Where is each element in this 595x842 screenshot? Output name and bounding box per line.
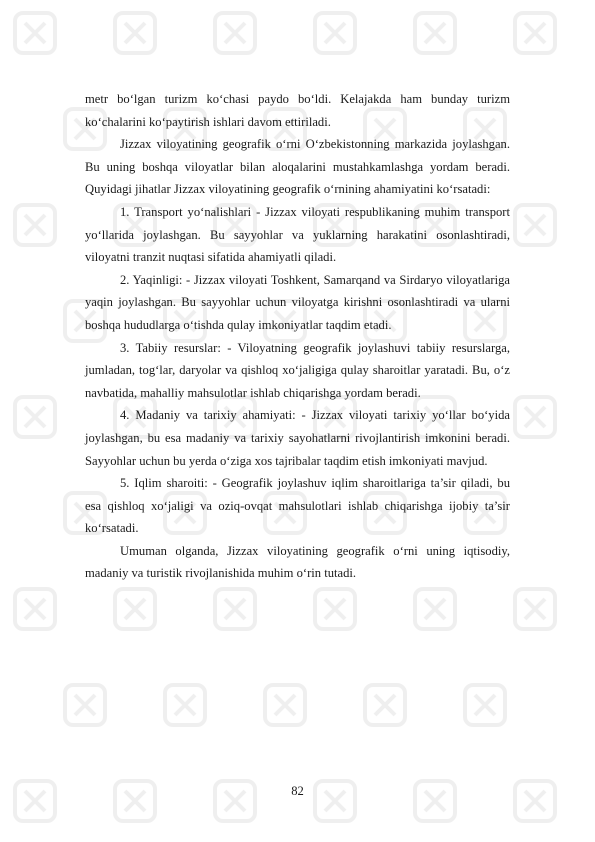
watermark-mark-icon [162, 682, 208, 728]
watermark-mark-icon [112, 10, 158, 56]
watermark-mark-icon [12, 10, 58, 56]
watermark-mark-icon [512, 394, 558, 440]
watermark-mark-icon [12, 586, 58, 632]
watermark-mark-icon [412, 10, 458, 56]
watermark-mark-icon [62, 682, 108, 728]
watermark-mark-icon [212, 10, 258, 56]
list-item-cultural-significance: 4. Madaniy va tarixiy ahamiyati: - Jizzax viloyati tarixiy yo‘llar bo‘yida joylashgan, bu esa madaniy va tarixiy sayohatlarni rivojlantirish imkonini beradi. Sayyohlar uchun bu yerda o‘ziga xos tajribalar taqdim etish imkoniyati mavjud. [85, 408, 510, 468]
watermark-mark-icon [512, 10, 558, 56]
watermark-mark-icon [512, 202, 558, 248]
watermark-mark-icon [262, 682, 308, 728]
paragraph-continuation: metr bo‘lgan turizm ko‘chasi paydo bo‘ldi. Kelajakda ham bunday turizm ko‘chalarini ko‘paytirish ishlari davom ettiriladi. [85, 92, 510, 129]
list-item-transport: 1. Transport yo‘nalishlari - Jizzax viloyati respublikaning muhim transport yo‘llarida joylashgan. Bu sayyohlar va yuklarning harakatini osonlashtiradi, viloyatni tranzit nuqtasi sifatida ahamiyatli qiladi. [85, 204, 510, 265]
list-item-climate: 5. Iqlim sharoiti: - Geografik joylashuv iqlim sharoitlariga ta’sir qiladi, bu esa qishloq xo‘jaligi va oziq-ovqat mahsulotlari ishlab chiqarishga ijobiy ta’sir ko‘rsatadi. [85, 476, 510, 536]
watermark-mark-icon [212, 586, 258, 632]
page-number: 82 [291, 784, 304, 798]
watermark-mark-icon [412, 586, 458, 632]
paragraph-conclusion: Umuman olganda, Jizzax viloyatining geografik o‘rni uning iqtisodiy, madaniy va turistik rivojlanishida muhim o‘rin tutadi. [85, 543, 510, 581]
watermark-mark-icon [12, 394, 58, 440]
paragraph-intro: Jizzax viloyatining geografik o‘rni O‘zbekistonning markazida joylashgan. Bu uning boshqa viloyatlar bilan aloqalarini mustahkamlashga yordam beradi. Quyidagi jihatlar Jizzax viloyatining geografik o‘rnining ahamiyatini ko‘rsatadi: [85, 137, 510, 197]
watermark-mark-icon [112, 586, 158, 632]
watermark-mark-icon [362, 682, 408, 728]
list-item-proximity: 2. Yaqinligi: - Jizzax viloyati Toshkent, Samarqand va Sirdaryo viloyatlariga yaqin joylashgan. Bu sayyohlar uchun viloyatga kirishni osonlashtiradi va ularni boshqa hududlarga o‘tishda qulay imkoniyatlar taqdim etadi. [85, 272, 510, 332]
document-body [85, 88, 510, 585]
watermark-mark-icon [312, 10, 358, 56]
watermark-mark-icon [312, 586, 358, 632]
watermark-mark-icon [512, 586, 558, 632]
watermark-mark-icon [12, 202, 58, 248]
watermark-mark-icon [462, 682, 508, 728]
list-item-natural-resources: 3. Tabiiy resurslar: - Viloyatning geografik joylashuvi tabiiy resurslarga, jumladan, tog‘lar, daryolar va qishloq xo‘jaligiga qulay sharoitlar yaratadi. Bu, o‘z navbatida, mahalliy mahsulotlar ishlab chiqarishga yordam beradi. [85, 340, 510, 400]
